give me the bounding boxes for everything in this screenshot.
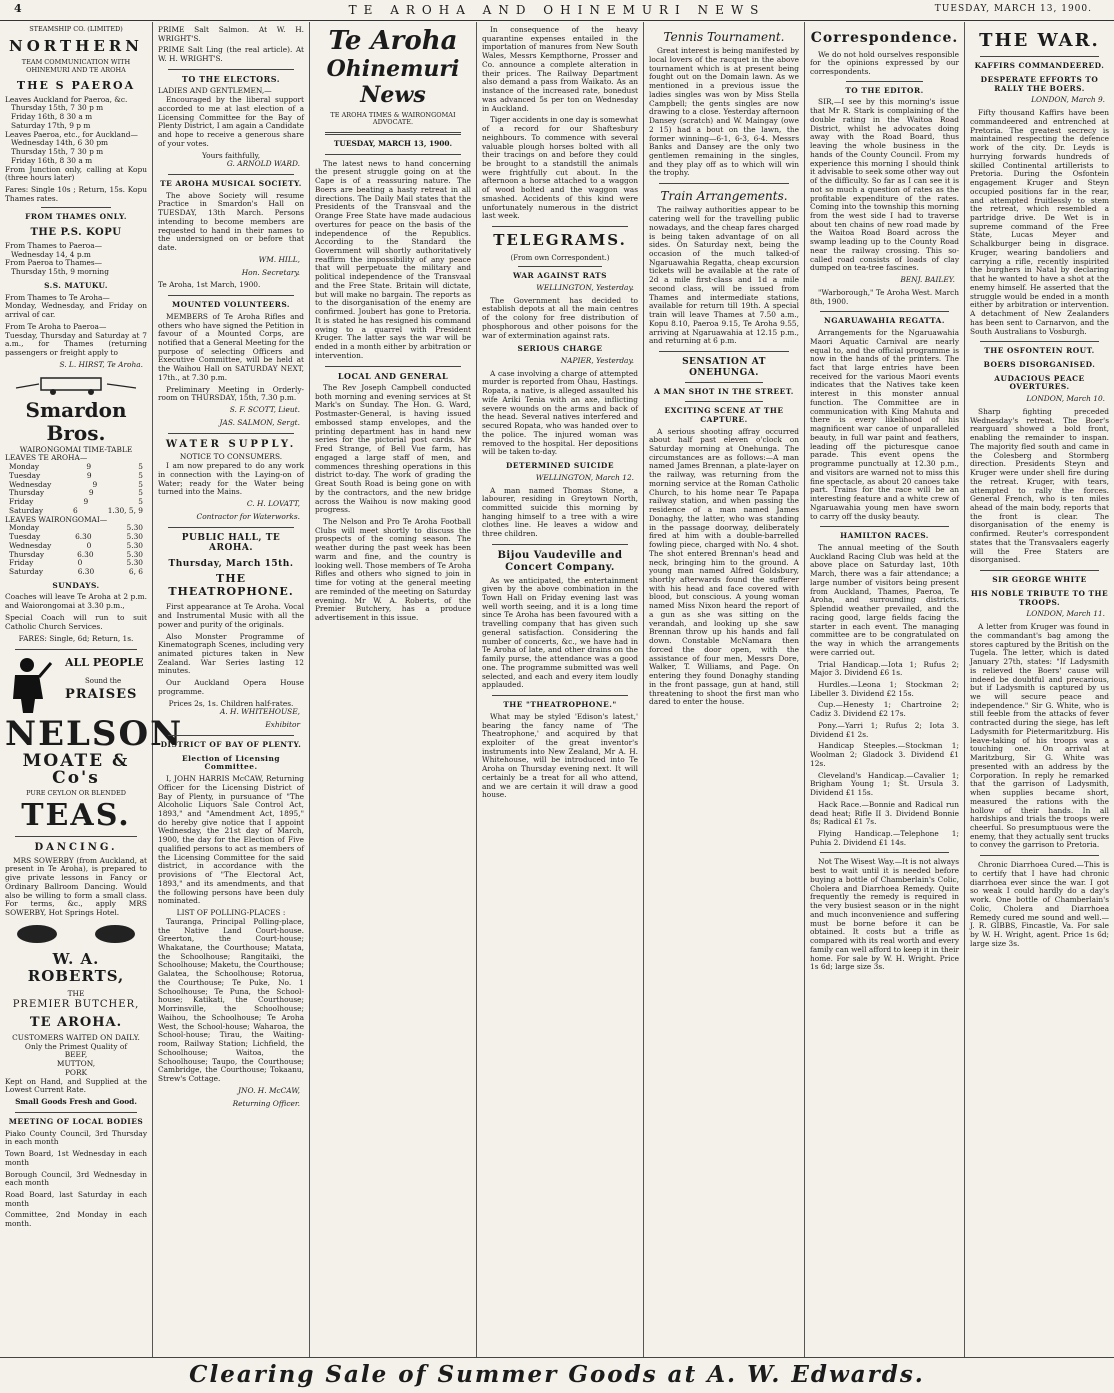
water-text: I am now prepared to do any work in connection with the Laying-on of Water; ready for the Water being turned into the Mains. — [158, 461, 304, 497]
roberts: W. A. ROBERTS, — [27, 949, 125, 986]
divider — [168, 527, 294, 528]
wellington-2: WELLINGTON, March 12. — [535, 472, 634, 482]
to-editor: TO THE EDITOR. — [845, 85, 924, 95]
matuku-line-0: From Thames to Te Aroha— — [5, 292, 110, 302]
theatrophone: THE THEATROPHONE. — [168, 572, 294, 599]
polling: Tauranga, Principal Polling-place, the Native Land Court-house. Greerton, the Court-house; Whakatane, the Courthouse; Matata, the Schoolhouse; Rangitaiki, the Schoolhouse; Maketu, the Courthouse; Galatea, the Schoolhouse; Rotorua, the Courthouse; Te Puke, No. 1 Schoolhouse; Te Puna, the School-house; Katikati, the Courthouse; Morrinsville, the Schoolhouse; Waihou, the Schoolhouse; Te Aroha West, the School-house; Waharoa, the School-house; Tirau, the Waiting-room, Railway Station; Lichfield, the Schoolhouse; Waitoa, the Schoolhouse; Taupo, the Courthouse; Cambridge, the Courthouse; Tokaanu, Strew's Cottage. — [158, 916, 304, 1084]
white-text: A letter from Kruger was found in the commandant's bag among the stores captured by the British on the Tugela. The letter, which is dated January 27th, states: "If Ladysmith is relieved the Boers' cause will indeed be doubtful and precarious, but if Ladysmith is captured by us we will secure peace and independence." Sir G. White, who is still feeble from the attacks of fever contracted during the siege, has left Ladysmith for Pietermaritzburg. His leave-taking of his troops was a touching one. On arrival at Maritzburg, Sir G. White was presented with an address by the Corporation. In reply he remarked that the garrison of Ladysmith, when supplies became short, measured the rations with the hollow of their hands. In all hardships and trials the troops were cheerful. So presumptuous were the enemy, that they actually sent trucks to convey the garrison to Pretoria. — [970, 622, 1109, 850]
divider — [518, 266, 602, 267]
preliminary: Preliminary Meeting in Orderly-room on THURSDAY, 15th, 7.30 p.m. — [158, 384, 304, 403]
divider — [980, 855, 1099, 856]
meeting-4: Committee, 2nd Monday in each month. — [5, 1210, 147, 1229]
result-7: Flying Handicap.—Telephone 1; Puhia 2. Dividend £1 14s. — [810, 829, 959, 847]
meeting-3: Road Board, last Saturday in each month — [5, 1189, 147, 1208]
lead-article: The latest news to hand concerning the present struggle going on at the Cape is of a reassuring nature. The Boers are beating a hasty retreat in all directions. The Daily Mail states that the Presidents of the Transvaal and the Orange Free State have made audacious overtures for peace on the basis of the independence of the Republics. According to the Standard the Government will shortly authoritatively reaffirm the impossibility of any peace that will perpetuate the military and political independence of the Transvaal and the Free State. Britain will dictate, but will make no bargain. The reports as to the disorganisation of the enemy are confirmed. Joubert has gone to Pretoria. It is stated he has resigned his command owing to a quarrel with President Kruger. The latter says the war will be ended in a month either by arbitration or intervention. — [315, 158, 471, 360]
london-3: LONDON, March 11. — [1026, 609, 1105, 619]
pure-ceylon: PURE CEYLON OR BLENDED — [26, 789, 126, 798]
date-line: TUESDAY, MARCH 13, 1900. — [333, 138, 453, 148]
page-number: 4 — [14, 2, 22, 15]
tt2 — [5, 524, 147, 576]
sundays-text: Coaches will leave Te Aroha at 2 p.m. and Waiorongomai at 3.30 p.m., — [5, 592, 147, 611]
wisest: Not The Wisest Way.—It is not always best to wait until it is needed before buying a bottle of Chamberlain's Colic, Cholera and Diarrhoea Remedy. Quite frequently the remedy is required in the very busiest season or in the night and much inconvenience and suffering must be borne before it can be obtained. It costs but a trifle as compared with its real worth and every family can well afford to keep it in their home. For sale by W. H. Wright. Price 1s 6d; large size 3s. — [810, 857, 959, 972]
shot-text: A serious shooting affray occurred about half past eleven o'clock on Saturday morning at Onehunga. The circumstances are as follows:—A man named James Brennan, a plate-layer on the railway, was returning from the morning service at the Roman Catholic Church, to his home near Te Papapa railway station, and when passing the residence of a man named James Donaghy, the latter, who was standing in the passage doorway, deliberately fired at him with a double-barrelled fowling piece, charged with No. 4 shot. The shot entered Brennan's head and neck, bringing him to the ground. A young man named Alfred Goldsbury, shortly afterwards found the sufferer with his head and face covered with blood, but conscious. A young woman named Miss Nixon heard the report of a gun as she was sitting on the verandah, and looking up she saw Brennan throw up his hands and fall down. Constable McNamara then forced the door open, with the assistance of four men, Messrs Dore, Walker, T. Williams, and Page. On entering they found Donaghy standing in the front passage, gun at hand, still threatening to shoot the first man who dared to enter the house. — [649, 426, 799, 707]
nameplate-2: Ohinemuri News — [326, 55, 460, 108]
only-primest: Only the Primest Quality of — [24, 1041, 128, 1051]
matuku: S.S. MATUKU. — [44, 280, 108, 290]
audacious: AUDACIOUS PEACE OVERTURES. — [994, 373, 1085, 392]
nelson: NELSON — [5, 714, 184, 755]
sundays: SUNDAYS. — [52, 580, 100, 590]
local-text-2: The Nelson and Pro Te Aroha Football Clubs will meet shortly to discuss the prospects of the coming season. The weather during the past week has been warm and fine, and the country is looking well. Those members of Te Aroha Rifles and others who signed to join in time for voting at the general meeting are reminded of the meeting on Saturday evening. Mr W. A. Roberts, of the Premier Butchery, has a produce advertisement in this issue. — [315, 516, 471, 623]
sched-b-2: Friday 16th, 8 30 a m — [11, 155, 93, 165]
hill-title: Hon. Secretary. — [241, 267, 300, 277]
divider — [846, 81, 923, 82]
train: Train Arrangements. — [660, 189, 788, 204]
divider — [980, 570, 1099, 571]
divider — [325, 366, 461, 367]
divider — [15, 1112, 137, 1113]
bijou-text: As we anticipated, the entertainment given by the above combination in the Town Hall on Friday evening last was well worth seeing, and it is a long time since Te Aroha has been favoured with a travelling company that has given such general satisfaction. Considering the number of concerts, &c., we have had in Te Aroha of late, and other drains on the family purse, the attendance was a good one. The programme submitted was well selected, and each and every item loudly applauded. — [482, 575, 638, 690]
divider — [168, 433, 294, 434]
matuku-line-2: From Te Aroha to Paeroa— — [5, 321, 107, 331]
musical: TE AROHA MUSICAL SOCIETY. — [160, 178, 302, 188]
prime-salmon: PRIME Salt Salmon. At W. H. WRIGHT'S. — [158, 25, 304, 43]
mounted-text: MEMBERS of Te Aroha Rifles and others who have signed the Petition in favour of a Mounted Corps, are notified that a General Meeting for the purpose of selecting Officers and Executive Committee, will be held at the Waihou Hall on SATURDAY NEXT, 17th., at 7.30 p.m. — [158, 311, 304, 382]
tt2-row: Friday 0 5.30 — [9, 558, 143, 568]
kinemato: Also Monster Programme of Kinematograph Scenes, including very animated pictures taken in New Zealand. War Series lasting 12 minutes. — [158, 631, 304, 676]
sched-b-1: Thursday 15th, 7 30 p m — [11, 147, 104, 157]
warborough: "Warborough," Te Aroha West. March 8th, 1900. — [810, 287, 959, 306]
sched-b-0: Wednesday 14th, 6 30 pm — [11, 138, 109, 148]
ladies: LADIES AND GENTLEMEN,— — [158, 86, 272, 96]
boers-dis: BOERS DISORGANISED. — [983, 360, 1096, 369]
tt2-row: Thursday 6.30 5.30 — [9, 549, 143, 559]
correspondence: Correspondence. — [810, 30, 959, 46]
bay: DISTRICT OF BAY OF PLENTY. — [160, 739, 302, 749]
result-6: Hack Race.—Bonnie and Radical run dead heat; Rifle II 3. Dividend Bonnie 8s; Radical £1 7s. — [810, 799, 959, 827]
lovatt: C. H. LOVATT, — [246, 499, 300, 509]
special-coach: Special Coach will run to suit Catholic Church Services. — [5, 612, 147, 631]
divider — [980, 56, 1099, 57]
divider — [15, 836, 137, 837]
divider — [685, 382, 763, 383]
customers: CUSTOMERS WAITED ON DAILY. — [12, 1032, 140, 1042]
to-electors: TO THE ELECTORS. — [181, 73, 281, 84]
hill-date: Te Aroha, 1st March, 1900. — [158, 280, 261, 290]
matuku-line-3: Tuesday, Thursday and Saturday at 7 a.m., for Thames (returning passengers or freight apply to — [5, 330, 147, 358]
subtitle: TE AROHA TIMES & WAIRONGOMAI ADVOCATE. — [330, 110, 456, 127]
water: WATER SUPPLY. — [165, 438, 297, 450]
serious: SERIOUS CHARGE — [517, 344, 603, 354]
from-thames: FROM THAMES ONLY. — [25, 212, 127, 222]
sched-a-0: Thursday 15th, 7 30 p m — [11, 103, 104, 113]
masthead — [0, 0, 1114, 21]
theatrophone-heading: THE "THEATROPHONE." — [503, 700, 617, 710]
issue-date: TUESDAY, MARCH 13, 1900. — [934, 4, 1092, 14]
meat-2: PORK — [64, 1067, 88, 1077]
kept: Kept on Hand, and Supplied at the Lowest Current Rate. — [5, 1076, 147, 1095]
result-3: Pony.—Yarri 1; Rufus 2; Iota 3. Dividend £1 2s. — [810, 720, 959, 739]
nameplate-1: Te Aroha — [328, 26, 458, 56]
column-1 — [0, 22, 184, 1357]
man-shot: A MAN SHOT IN THE STREET. — [654, 387, 794, 397]
herald-figure-icon — [5, 655, 53, 715]
train-text: The railway authorities appear to be catering well for the travelling public nowadays, and the cheap fares charged is being taken advantage of on all sides. On Saturday next, being the occasion of the much talked-of Ngaruawahia Regatta, cheap excursion tickets will be available at the rate of 2d a mile first-class and 1d a mile second class, will be issued from Thames and intermediate stations, available for return till 19th. A special train will leave Thames at 7.50 a.m., Kopu 8.10, Paeroa 9.15, Te Aroha 9.55, arriving at Ngaruawahia at 12.15 p.m., and returning at 6 p.m. — [649, 205, 799, 346]
coach-icon — [11, 374, 141, 396]
sound-the: Sound the — [85, 677, 122, 686]
tennis: Tennis Tournament. — [663, 30, 785, 44]
teas: TEAS. — [21, 797, 131, 833]
divider — [685, 401, 763, 402]
yours: Yours faithfully, — [201, 150, 261, 160]
mounted: MOUNTED VOLUNTEERS. — [171, 300, 291, 310]
northern-heading: NORTHERN — [9, 36, 143, 55]
kopu-line-1: Wednesday 14, 4 p.m — [11, 249, 91, 259]
sensation: SENSATION AT ONEHUNGA. — [682, 357, 766, 378]
divider — [492, 226, 628, 227]
prices: Prices 2s, 1s. Children half-rates. — [168, 698, 294, 708]
steam-co: STEAMSHIP CO. (LIMITED) — [29, 25, 123, 33]
from-corr: (From own Correspondent.) — [510, 253, 610, 262]
paeroa-title: THE S PAEROA — [16, 78, 136, 92]
premier: PREMIER BUTCHER, — [12, 998, 140, 1010]
tt1-row: Monday 9 5 — [9, 462, 143, 472]
smardon-sub: WAIRONGOMAI TIME-TABLE — [19, 444, 133, 454]
suicide-text: A man named Thomas Stone, a labourer, residing in Greytown North, committed suicide this morning by hanging himself to a tree with a wire clothes line. He leaves a widow and three children. — [482, 485, 638, 539]
exhibitor: Exhibitor — [265, 720, 300, 730]
white: SIR GEORGE WHITE — [992, 575, 1087, 585]
meeting: MEETING OF LOCAL BODIES — [8, 1116, 144, 1126]
tt1-row: Friday 9 5 — [9, 497, 143, 507]
paper-title: TE AROHA AND OHINEMURI NEWS — [348, 3, 766, 17]
leaves-paeroa: Leaves Paeroa, etc., for Auckland— — [5, 129, 138, 139]
tt1-row: Wednesday 9 5 — [9, 479, 143, 489]
result-5: Cleveland's Handicap.—Cavalier 1; Brigham Young 1; St. Ursula 3. Dividend £1 15s. — [810, 770, 959, 798]
hill: WM. HILL, — [258, 254, 300, 264]
divider — [820, 852, 949, 853]
tt1-row: Thursday 9 5 — [9, 488, 143, 498]
kopu-line-0: From Thames to Paeroa— — [5, 240, 103, 250]
tribute: HIS NOBLE TRIBUTE TO THE TROOPS. — [970, 588, 1109, 607]
meeting-2: Borough Council, 3rd Wednesday in each month — [5, 1169, 147, 1188]
divider — [168, 69, 294, 70]
divider — [492, 544, 628, 545]
quarantine: In consequence of the heavy quarantine expenses entailed in the importation of manures from New South Wales, Messrs Kempthorne, Prosser and Co. announce a complete alteration in their prices. The Railway Department also demand a pass from Waikato. As an instance of the increased rate, bonedust was advanced 5s per ton on Wednesday in Auckland. — [482, 25, 638, 113]
fares: Fares: Single 10s ; Return, 15s. Kopu Thames rates. — [5, 184, 147, 203]
hamilton-text: The annual meeting of the South Auckland Racing Club was held at the above place on Saturday last, 10th March, there was a fair attendance; a large number of visitors being present from Auckland, Thames, Paeroa, Te Aroha, and surrounding districts. Splendid weather prevailed, and the racing good, large fields facing the starter in each event. The managing committee are to be congratulated on the way in which the arrangements were carried out. — [810, 542, 959, 657]
leaves-wai: LEAVES WAIRONGOMAI— — [5, 514, 108, 524]
kopu-line-2: From Paeroa to Thames— — [5, 258, 103, 268]
election: Election of Licensing Committee. — [181, 753, 280, 772]
matuku-line-1: Monday, Wednesday, and Friday on arrival of car. — [5, 301, 147, 320]
small-goods: Small Goods Fresh and Good. — [15, 1097, 137, 1107]
london-1: LONDON, March 9. — [1031, 95, 1105, 105]
all-people: ALL PEOPLE — [65, 656, 144, 670]
divider — [980, 341, 1099, 342]
divider — [325, 132, 461, 135]
hamilton: HAMILTON RACES. — [840, 531, 929, 541]
column-5 — [644, 22, 805, 1357]
theatro-text: First appearance at Te Aroha. Vocal and Instrumental Music with all the power and purity of the originals. — [158, 602, 304, 629]
ward-text: Encouraged by the liberal support accorded to me at last election of a Licensing Committee for the Bay of Plenty District, I am again a Candidate and hope to receive a generous share of your votes. — [158, 95, 304, 148]
column-6 — [805, 22, 965, 1357]
kopu: THE P.S. KOPU — [30, 227, 122, 239]
bijou: Bijou Vaudeville and Concert Company. — [497, 549, 623, 573]
lovatt-title: Contractor for Waterworks. — [196, 511, 300, 521]
war: THE WAR. — [979, 30, 1100, 51]
notice: NOTICE TO CONSUMERS. — [179, 452, 283, 462]
tt1 — [5, 463, 147, 515]
regatta-text: Arrangements for the Ngaruawahia Maori Aquatic Carnival are nearly equal to, and the official programme is now in the hands of the printers. The fact that large entries have been received for the various Maori events indicates that the Natives take keen interest in this monster annual function. The Committee are in communication with King Mahuta and there is every likelihood of his magnificent war canoe of unparalleled beauty, in full war paint and feathers, leading off the picturesque canoe parade. This event opens the programme punctually at 12.30 p.m., and visitors are warned not to miss this fine spectacle, as about 20 canoes take part. Trains for the race will be an interesting feature and a white crew of Ngaruawahia young men have sworn to carry off the dusky beauty. — [810, 328, 959, 521]
tt2-row: Tuesday 6.30 5.30 — [9, 532, 143, 542]
rout: THE OSFONTEIN ROUT. — [984, 346, 1095, 356]
meat-0: BEEF, — [64, 1050, 88, 1060]
te-aroha: TE AROHA. — [29, 1014, 123, 1030]
teas-header — [5, 655, 147, 717]
war-text: Fifty thousand Kaffirs have been commandeered and entrenched at Pretoria. The greatest secrecy is maintained respecting the defence work of the city. Dr. Leyds is hurrying forwards hundreds of skilled Continental artillerists to Pretoria. During the Osfontein engagement Kruger and Steyn occupied positions far in the rear, and attempted fruitlessly to stem the retreat, which resembled a partridge drive. De Wet is in supreme command of the Free State, Lucas Meyer and Schalkburger being in disgrace. Kruger, wearing bandoliers and carrying a rifle, recently inspirited the burghers in Natal by declaring that he wanted to have a shot at the enemy himself. He asserted that the struggle would be ended in a month either by arbitration or intervention. A detachment of New Zealanders has been sent to Carnarvon, and the South Australians to Vosburgh. — [970, 108, 1109, 336]
note: From Junction only, calling at Kopu (three hours later) — [5, 164, 147, 183]
local-text: The Rev Joseph Campbell conducted both morning and evening services at St Mark's on Sunday. The Hon. G. Ward, Postmaster-General, is having issued embossed stamp envelopes, and the printing department has in hand new series for the pictorial post cards. Mr Fred Strange, of Bell Vue farm, has engaged a large staff of men, and commences threshing operations in this district to-day. The work of grading the Great South Road is being gone on with by the contractors, and the new bridge across the Waihou is now making good progress. — [315, 382, 471, 515]
local-general: LOCAL AND GENERAL — [337, 370, 449, 381]
rout-text: Sharp fighting preceded Wednesday's retreat. The Boer's rearguard showed a bold front, enabling the remainder to inspan. The majority fled south and came in the Colesberg and Stormberg direction. Presidents Steyn and Kruger were under shell fire during the retreat. Kruger, with tears, attempted to rally the forces. General French, who is ten miles ahead of the main body, reports that the front is clear. The disorganisation of the enemy is confirmed. Reuter's correspondent states that the Transvaalers eagerly will the Free Staters are disorganised. — [970, 406, 1109, 565]
banner-text: Clearing Sale of Summer Goods at A. W. Edwards. — [189, 1361, 925, 1388]
matuku-line-4: S. L. HIRST, Te Aroha. — [59, 359, 143, 369]
result-4: Handicap Steeples.—Stockman 1; Woolman 2; Gladock 3. Dividend £1 12s. — [810, 741, 959, 768]
result-2: Cup.—Henesty 1; Chartroine 2; Cadiz 3. Dividend £2 17s. — [810, 700, 959, 719]
bailey: BENJ. BAILEY. — [900, 275, 955, 285]
prime-ling: PRIME Salt Ling (the real article). At W. H. WRIGHT'S. — [158, 45, 304, 64]
theatrophone-text: What may be styled 'Edison's latest,' bearing the fancy name of 'The Theatrophone,' and acquired by that exploiter of the great inventor's instruments into New Zealand, Mr A. H. Whitehouse, will be introduced into Te Aroha on Thursday evening next. It will certainly be a treat for all who attend, and we are certain it will draw a good house. — [482, 711, 638, 800]
letter: SIR,—I see by this morning's issue that Mr R. Stark is complaining of the double rating in the Waitoa Road District, whilst he advocates doing away with the Road Board, thus leaving the whole business in the hands of the County Council. From my experience this morning I should think it advisable to seek some other way out of the difficulty. So far as I can see it is not so much a question of rates as the profitable expenditure of the rates. Coming into the township this morning from the west side I had to traverse about ten chains of new road made by the Waitoa Road Board across the swamp leading up to the County Road near the railway crossing. This so-called road consists of loads of clay dumped on tea-tree fascines. — [810, 97, 959, 273]
chronic: Chronic Diarrhoea Cured.—This is to certify that I have had chronic diarrhoea ever since the war. I got so weak I could hardly do a day's work. One bottle of Chamberlain's Colic, Cholera and Diarrhoea Remedy cured me sound and well.—J. R. GIBBS, Fincastle, Va. For sale by W. H. Wright, agent. Price 1s 6d; large size 3s. — [970, 860, 1109, 948]
divider — [41, 207, 111, 208]
tt2-row: Saturday 6.30 6, 6 — [9, 566, 143, 576]
mccaw-text: I, JOHN HARRIS McCAW, Returning Officer for the Licensing District of Bay of Plenty, in pursuance of "The Alcoholic Liquors Sale Control Act, 1893," and "Amendment Act, 1895," do hereby give notice that I appoint Wednesday, the 21st day of March, 1900, the day for the Election of Five qualified persons to act as members of the Licensing Committee for the said district, in accordance with the provisions of "The Electoral Act, 1893," and its amendments, and that the following persons have been duly nominated. — [158, 774, 304, 906]
divider — [168, 174, 294, 175]
meat-1: MUTTON, — [56, 1059, 96, 1069]
scott: S. F. SCOTT, Lieut. — [229, 405, 300, 415]
column-4 — [477, 22, 644, 1357]
london-2: LONDON, March 10. — [1026, 394, 1105, 404]
bottom-banner — [0, 1357, 1114, 1393]
auckland-opera: Our Auckland Opera House programme. — [158, 678, 304, 696]
divider — [325, 154, 461, 155]
tt1-row: Tuesday 9 5 — [9, 470, 143, 480]
rats-text: The Government has decided to establish depots at all the main centres of the colony for free distribution of phosphorous and other poisons for the war of extermination against rats. — [482, 295, 638, 340]
smardon-name: Smardon Bros. — [25, 397, 127, 446]
wellington: WELLINGTON, Yesterday. — [536, 282, 634, 292]
leaves-te-aroha: LEAVES TE AROHA— — [5, 453, 88, 463]
divider — [820, 526, 949, 527]
column-7 — [965, 22, 1114, 1357]
divider — [15, 649, 137, 650]
tennis-text: Great interest is being manifested by local lovers of the racquet in the above tournament which is at present being fought out on the Domain lawn. As we mentioned in a previous issue the ladies singles was won by Miss Stella Campbell; the gents singles are now drawing to a close. Yesterday afternoon Dansey (scratch) and W. Maingay (owe 2 15) had a bout on the lawn, the former winning—6-1, 6-3, 6-4. Messrs Banks and Dansey are the only two gentlemen remaining in the singles, and they play off as to which will win the trophy. — [649, 46, 799, 178]
sched-a-2: Saturday 17th, 9 p m — [11, 120, 91, 130]
tigers: Tiger accidents in one day is somewhat of a record for our Shaftesbury neighbours. To commence with several valuable plough horses bolted with all their tracings on and before they could be brought to a standstill the animals were frightfully cut about. In the afternoon a horse attached to a waggon of wood bolted and the waggon was smashed. Accidents of this kind were unfortunately numerous in the district last week. — [482, 115, 638, 221]
result-0: Trial Handicap.—Iota 1; Rufus 2; Major 3. Dividend £6 1s. — [810, 659, 959, 678]
divider — [168, 295, 294, 296]
regatta: NGARUAWAHIA REGATTA. — [824, 316, 945, 326]
leaves-auckland: Leaves Auckland for Paeroa, &c. — [5, 94, 128, 104]
moate: MOATE & Co's — [22, 751, 130, 789]
corr-text: We do not hold ourselves responsible for the opinions expressed by our correspondents. — [810, 49, 959, 76]
pig-icon — [11, 921, 141, 947]
mccaw: JNO. H. McCAW, — [238, 1085, 300, 1095]
column-3 — [310, 22, 477, 1357]
whitehouse: A. H. WHITEHOUSE, — [219, 707, 300, 717]
column-2 — [153, 22, 310, 1357]
divider — [659, 183, 789, 184]
hall: PUBLIC HALL, TE AROHA. — [181, 532, 281, 554]
meeting-1: Town Board, 1st Wednesday in each month — [5, 1149, 147, 1167]
list-polling: LIST OF POLLING-PLACES : — [176, 908, 286, 918]
sched-a-1: Friday 16th, 8 30 a m — [11, 112, 93, 122]
divider — [168, 735, 294, 736]
result-1: Hurdles.—Leona 1; Stockman 2; Libeller 3. Dividend £2 15s. — [810, 679, 959, 698]
divider — [492, 695, 628, 696]
capture: EXCITING SCENE AT THE CAPTURE. — [664, 406, 784, 424]
praises: PRAISES — [65, 687, 138, 703]
dancing-text: MRS SOWERBY (from Auckland, at present in Te Aroha), is prepared to give private lessons in Fancy or Ordinary Ballroom Dancing. Would also be willing to form a small class. For terms, &c., apply MRS SOWERBY, Hot Springs Hotel. — [5, 855, 147, 917]
tt2-row: Monday 5.30 — [9, 523, 143, 533]
kaffirs: KAFFIRS COMMANDEERED. — [974, 61, 1105, 71]
kopu-line-3: Thursday 15th, 9 morning — [11, 267, 109, 277]
desperate: DESPERATE EFFORTS TO RALLY THE BOERS. — [980, 74, 1099, 93]
mccaw-title: Returning Officer. — [232, 1098, 300, 1108]
tt2-row: Wednesday 0 5.30 — [9, 540, 143, 550]
fares2: FARES: Single, 6d; Return, 1s. — [18, 634, 134, 644]
suicide: DETERMINED SUICIDE — [506, 461, 614, 471]
seager: JAS. SALMON, Sergt. — [219, 417, 300, 427]
divider — [659, 351, 789, 352]
the: THE — [67, 989, 85, 999]
thursday: Thursday, March 15th. — [168, 558, 294, 569]
ward-sig: G. ARNOLD WARD. — [226, 159, 300, 169]
divider — [820, 311, 949, 312]
team-comm: TEAM COMMUNICATION WITH OHINEMURI AND TE AROHA — [21, 58, 131, 74]
napier: NAPIER, Yesterday. — [560, 355, 634, 365]
dancing: DANCING. — [34, 841, 118, 853]
telegrams: TELEGRAMS. — [493, 231, 627, 250]
tt1-row: Saturday 6 1.30, 5, 9 — [9, 505, 143, 515]
meeting-0: Piako County Council, 3rd Thursday in each month — [5, 1128, 147, 1147]
war-rats: WAR AGAINST RATS — [513, 271, 607, 281]
serious-text: A case involving a charge of attempted murder is reported from Ohau, Hastings. Ropata, a native, is alleged assaulted his wife Ariki Tenia with an axe, inflicting severe wounds on the arms and back of the head. Several natives interfered and secured Ropata, who was handed over to the police. The injured woman was removed to the hospital. Her depositions will be taken to-day. — [482, 368, 638, 457]
musical-text: The above Society will resume Practice in Smardon's Hall on TUESDAY, 13th March. Persons intending to become members are requested to hand in their names to the undersigned on or before that date. — [158, 190, 304, 253]
